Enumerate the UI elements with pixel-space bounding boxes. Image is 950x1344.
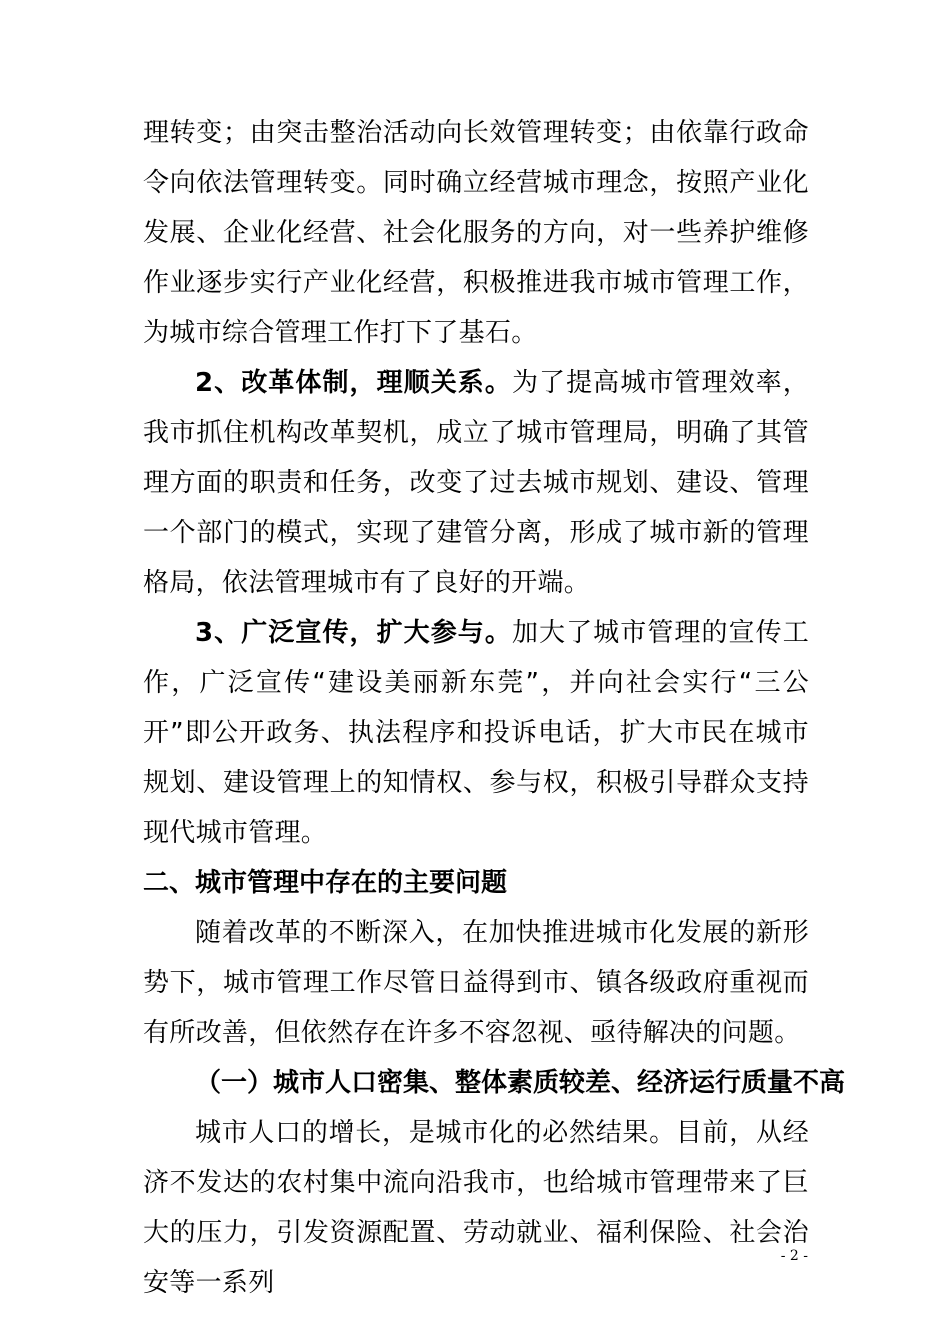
subsection-heading: （一）城市人口密集、整体素质较差、经济运行质量不高 — [195, 1068, 846, 1098]
paragraph-body-reform: 为了提高城市管理效率，我市抓住机构改革契机，成立了城市管理局，明确了其管理方面的职责和任务，改变了过去城市规划、建设、管理一个部门的模式，实现了建管分离，形成了城市新的管理格局，依法管理城市有了良好的开端。 — [143, 368, 809, 598]
paragraph-lead-reform: 2、改革体制，理顺关系。 — [195, 368, 512, 398]
paragraph-body-publicity: 加大了城市管理的宣传工作，广泛宣传“建设美丽新东莞”，并向社会实行“三公开”即公开政务、执法程序和投诉电话，扩大市民在城市规划、建设管理上的知情权、参与权，积极引导群众支持现代城市管理。 — [143, 618, 809, 848]
paragraph-publicity — [143, 608, 809, 858]
section-heading: 二、城市管理中存在的主要问题 — [143, 868, 508, 898]
page-number: - 2 - — [780, 1248, 808, 1264]
paragraph-reform-system — [143, 358, 809, 608]
paragraph-continuation: 理转变；由突击整治活动向长效管理转变；由依靠行政命令向依法管理转变。同时确立经营城市理念，按照产业化发展、企业化经营、社会化服务的方向，对一些养护维修作业逐步实行产业化经营，积极推进我市城市管理工作，为城市综合管理工作打下了基石。 — [143, 118, 809, 348]
paragraph-population: 城市人口的增长，是城市化的必然结果。目前，从经济不发达的农村集中流向沿我市，也给城市管理带来了巨大的压力，引发资源配置、劳动就业、福利保险、社会治安等一系列 — [143, 1118, 809, 1298]
paragraph-problems-intro: 随着改革的不断深入，在加快推进城市化发展的新形势下，城市管理工作尽管日益得到市、镇各级政府重视而有所改善，但依然存在许多不容忽视、亟待解决的问题。 — [143, 918, 809, 1048]
document-body — [143, 108, 846, 1308]
paragraph-lead-publicity: 3、广泛宣传，扩大参与。 — [195, 618, 512, 648]
